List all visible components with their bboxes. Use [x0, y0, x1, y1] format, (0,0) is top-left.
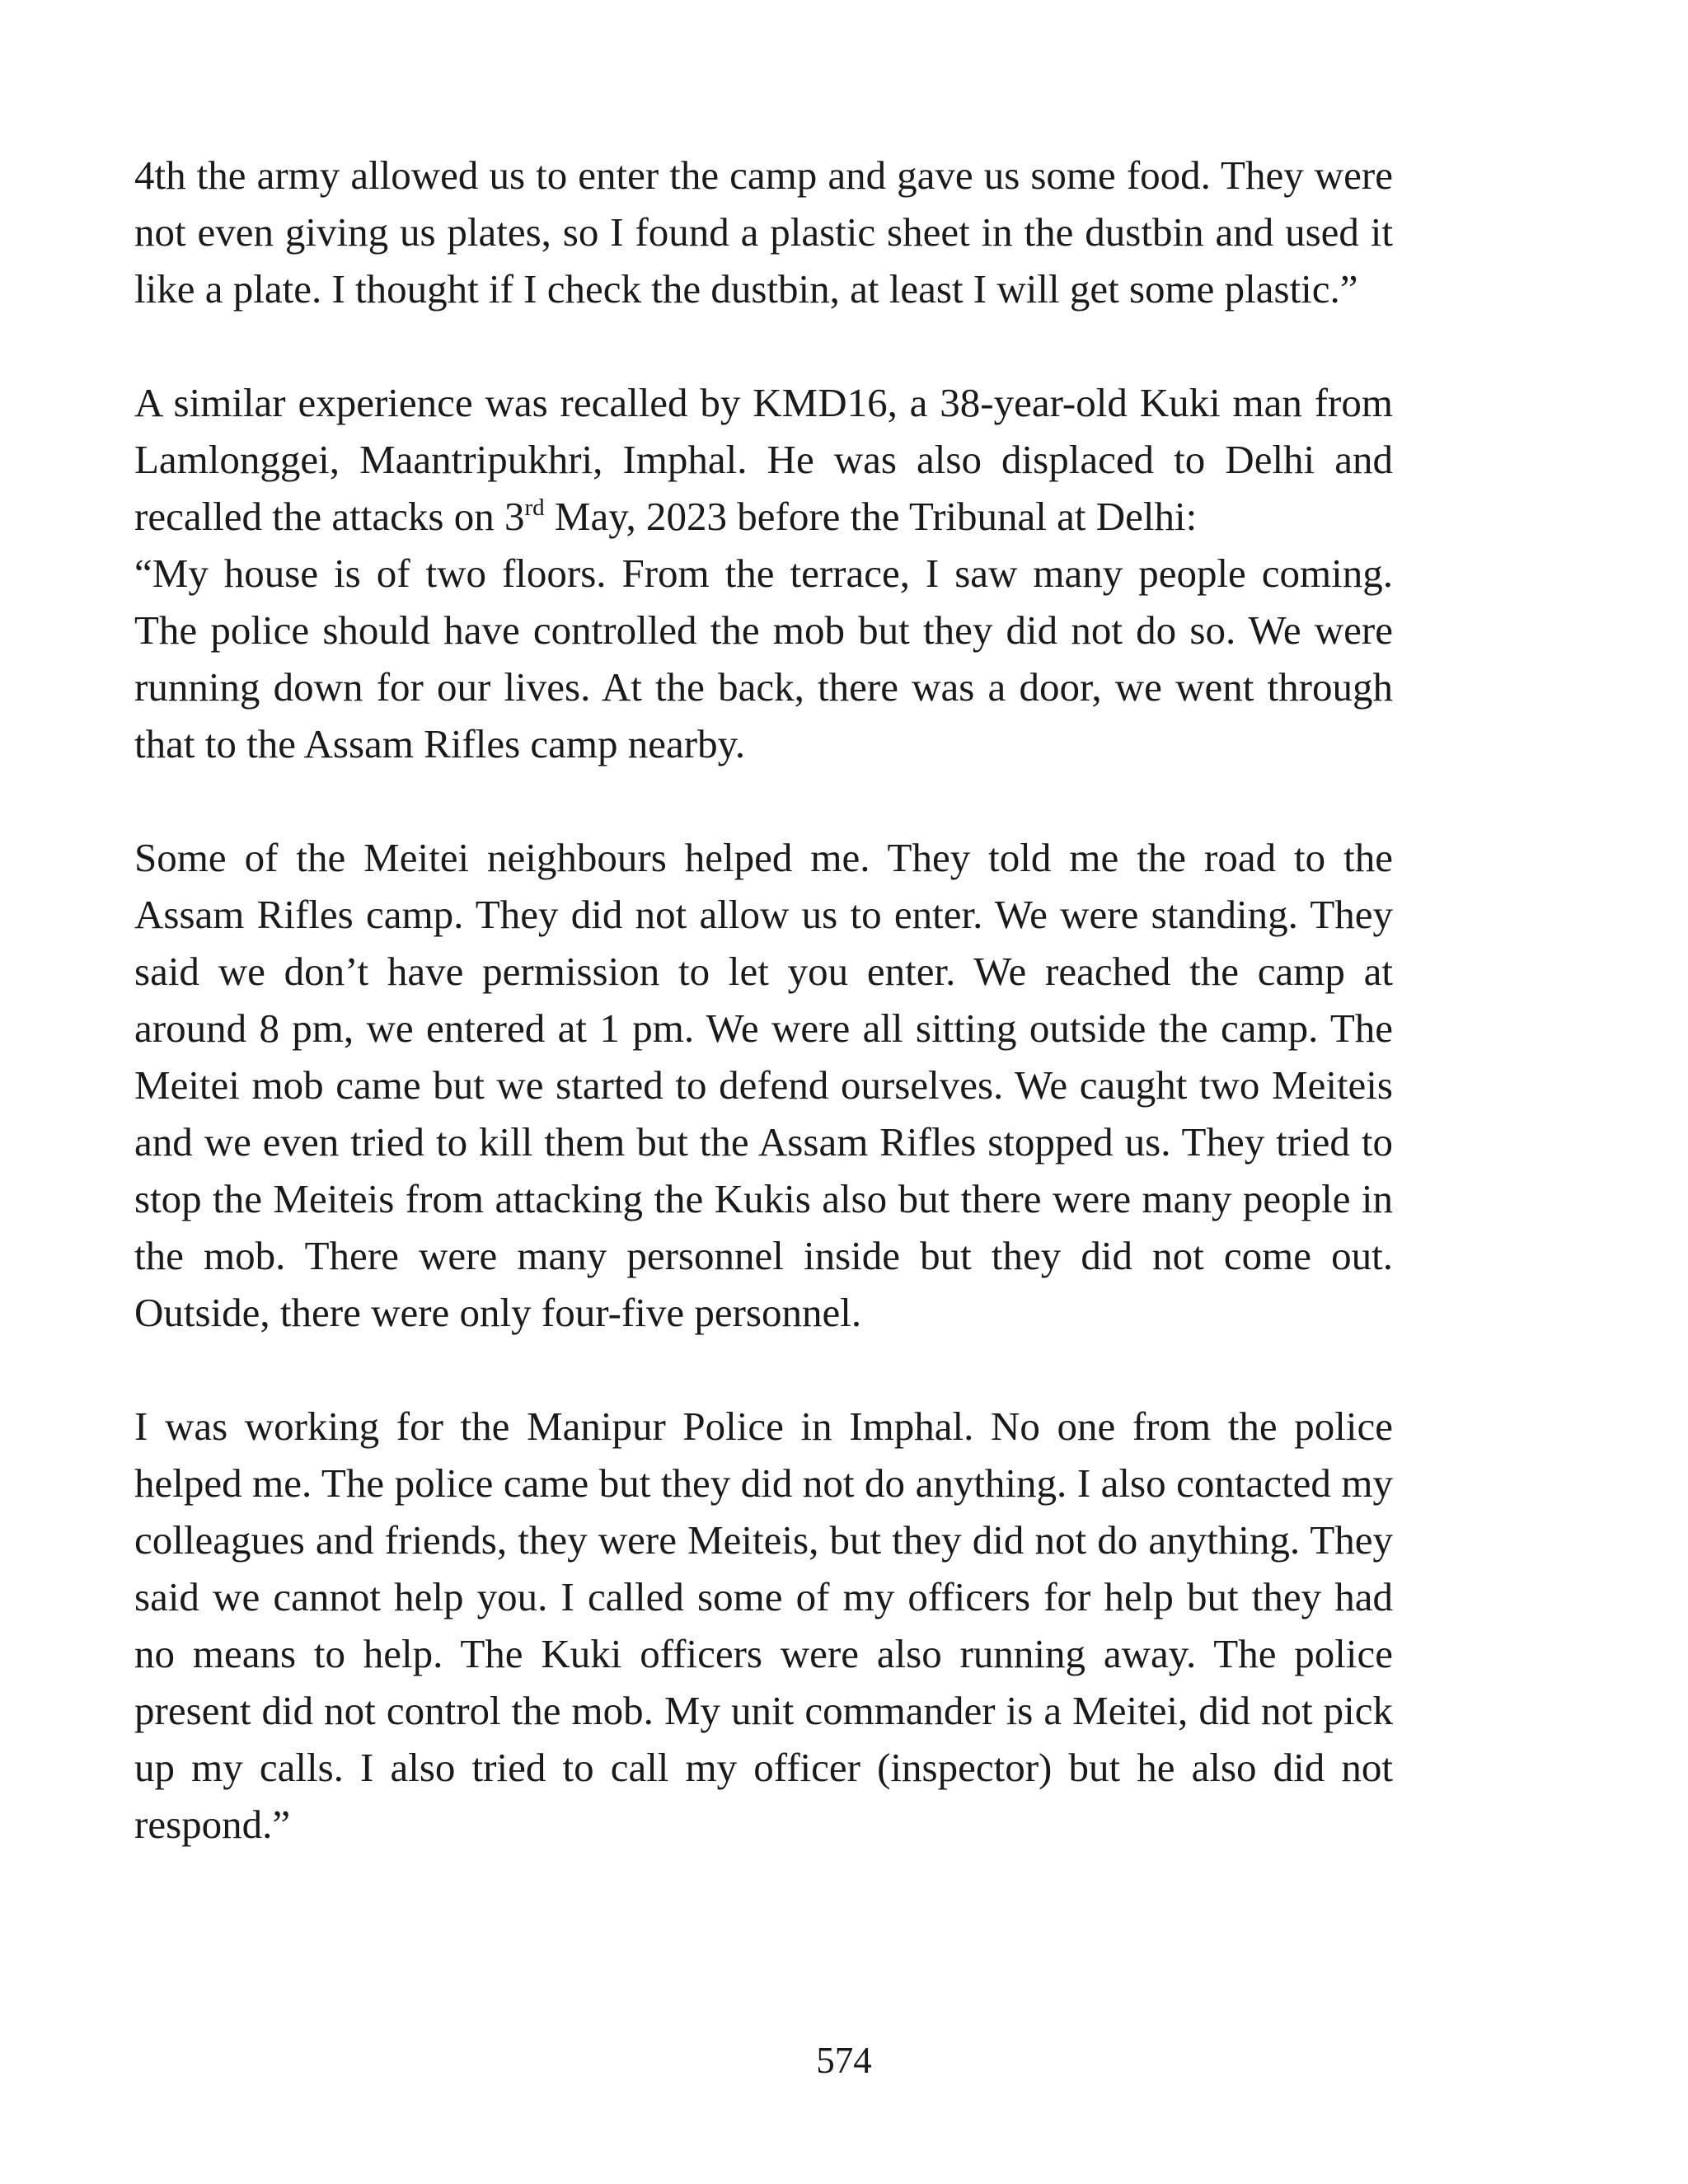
paragraph-2-text-end: May, 2023 before the Tribunal at Delhi:: [544, 494, 1198, 539]
paragraph-2: [134, 374, 1393, 545]
paragraph-5: I was working for the Manipur Police in Imphal. No one from the police helped me. The police came but they did not do anything. I also contacted my colleagues and friends, they were Meiteis, but they did not do anything. They said we cannot help you. I called some of my officers for help but they had no means to help. The Kuki officers were also running away. The police present did not control the mob. My unit commander is a Meitei, did not pick up my calls. I also tried to call my officer (inspector) but he also did not respond.”: [134, 1404, 1393, 1847]
page-number: 574: [816, 2040, 872, 2081]
paragraph-1: 4th the army allowed us to enter the camp and gave us some food. They were not even giving us plates, so I found a plastic sheet in the dustbin and used it like a plate. I thought if I check the dustbin, at least I will get some plastic.”: [134, 152, 1393, 312]
paragraph-2-text: A similar experience was recalled by KMD16, a 38-year-old Kuki man from Lamlonggei, Maantripukhri, Imphal. He was also displaced to Delhi and recalled the attacks on 3: [134, 380, 1393, 539]
document-body: [134, 147, 1393, 1853]
ordinal-superscript: rd: [524, 494, 545, 521]
paragraph-3-quote: “My house is of two floors. From the terrace, I saw many people coming. The police should have controlled the mob but they did not do so. We were running down for our lives. At the back, there was a door, we went through that to the Assam Rifles camp nearby.: [134, 551, 1393, 766]
paragraph-4: Some of the Meitei neighbours helped me. They told me the road to the Assam Rifles camp. They did not allow us to enter. We were standing. They said we don’t have permission to let you enter. We reached the camp at around 8 pm, we entered at 1 pm. We were all sitting outside the camp. The Meitei mob came but we started to defend ourselves. We caught two Meiteis and we even tried to kill them but the Assam Rifles stopped us. They tried to stop the Meiteis from attacking the Kukis also but there were many people in the mob. There were many personnel inside but they did not come out. Outside, there were only four-five personnel.: [134, 835, 1393, 1335]
